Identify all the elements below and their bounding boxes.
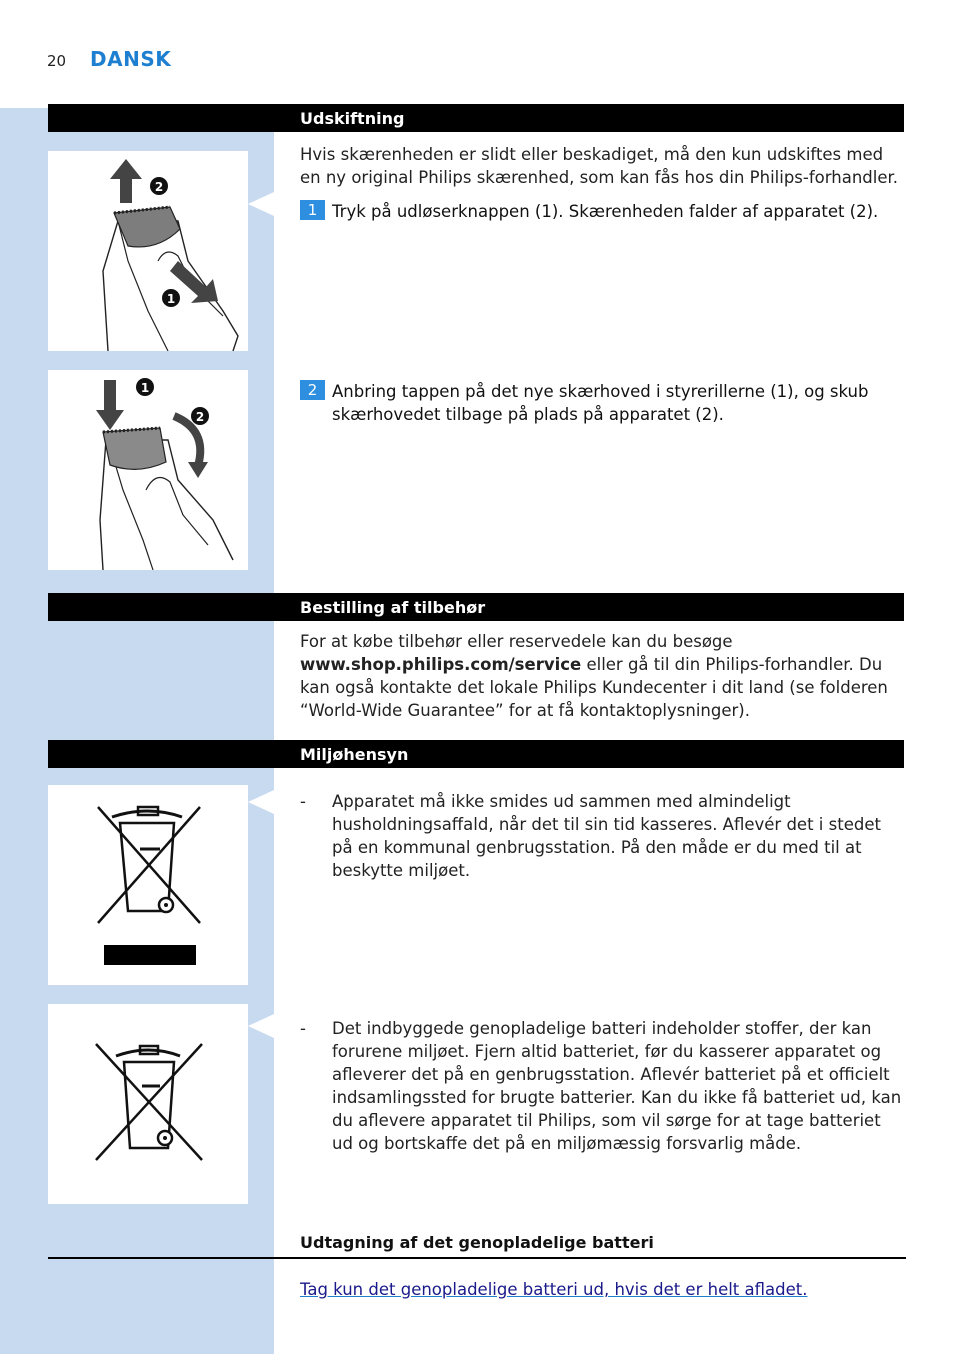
environment-bullet-1: [300, 790, 906, 882]
battery-crossed-bin-icon: [48, 1004, 248, 1204]
marker-2b: 2: [195, 410, 205, 424]
section-bar-ordering: [48, 593, 904, 621]
marker-2: 2: [154, 180, 164, 194]
illustration-panel-attach: [48, 370, 248, 570]
ordering-text-after: eller gå til din Philips-forhandler. Du kan også kontakte det lokale Philips Kundecenter i dit land (se folderen “World-Wide Guarantee” for at få kontaktoplysninger).: [300, 655, 888, 720]
section-title-environment: Miljøhensyn: [300, 745, 409, 764]
weee-crossed-bin-icon: [48, 785, 248, 985]
environment-bullet-2: [300, 1017, 906, 1155]
step-2: [300, 380, 906, 426]
bullet-dash: -: [300, 1019, 306, 1038]
illustration-panel-weee: [48, 785, 248, 985]
section-title-replacement: Udskiftning: [300, 109, 405, 128]
panel-pointer: [248, 790, 274, 814]
hand-attach-head-illustration: [48, 370, 248, 570]
ordering-text: [300, 630, 906, 722]
section-title-battery-removal: Udtagning af det genopladelige batteri: [300, 1233, 654, 1252]
section-title-ordering: Bestilling af tilbehør: [300, 598, 486, 617]
panel-pointer: [248, 1014, 274, 1038]
section-bar-environment: [48, 740, 904, 768]
ordering-url[interactable]: www.shop.philips.com/service: [300, 655, 582, 674]
environment-bullet-2-text: Det indbyggede genopladelige batteri indeholder stoffer, der kan forurene miljøet. Fjern altid batteriet, før du kasserer apparatet og afleverer det på en genbrugsstation. Aflevér batteriet på et officielt indsamlingssted for brugte batterier. Kan du ikke få batteriet ud, kan du aflevere apparatet til Philips, som vil sørge for at tage batteriet ud og bortskaffe det på en miljømæssig forsvarlig måde.: [332, 1019, 902, 1153]
battery-removal-note: Tag kun det genopladelige batteri ud, hvis det er helt afladet.: [300, 1280, 808, 1299]
environment-bullet-1-text: Apparatet må ikke smides ud sammen med almindeligt husholdningsaffald, når det til sin tid kasseres. Aflevér det i stedet på en kommunal genbrugsstation. På den måde er du med til at beskytte miljøet.: [332, 792, 881, 880]
marker-1: 1: [166, 292, 176, 306]
step-1-badge: 1: [300, 200, 325, 220]
ordering-text-before: For at købe tilbehør eller reservedele kan du besøge: [300, 632, 733, 651]
replacement-intro: Hvis skærenheden er slidt eller beskadiget, må den kun udskiftes med en ny original Philips skærenhed, som kan fås hos din Philips-forhandler.: [300, 145, 899, 187]
language-heading: DANSK: [90, 47, 172, 71]
page-number: 20: [47, 52, 67, 70]
section-bar-replacement: [48, 104, 904, 132]
section-rule: [48, 1257, 906, 1259]
step-2-badge: 2: [300, 380, 325, 400]
hand-remove-head-illustration: [48, 151, 248, 351]
illustration-panel-remove: [48, 151, 248, 351]
marker-1b: 1: [140, 381, 150, 395]
panel-pointer: [248, 192, 274, 216]
illustration-panel-battery: [48, 1004, 248, 1204]
step-1: [300, 200, 906, 223]
bullet-dash: -: [300, 792, 306, 811]
step-1-text: Tryk på udløserknappen (1). Skærenheden falder af apparatet (2).: [332, 202, 879, 221]
step-2-text: Anbring tappen på det nye skærhoved i styrerillerne (1), og skub skærhovedet tilbage på plads på apparatet (2).: [332, 382, 869, 424]
